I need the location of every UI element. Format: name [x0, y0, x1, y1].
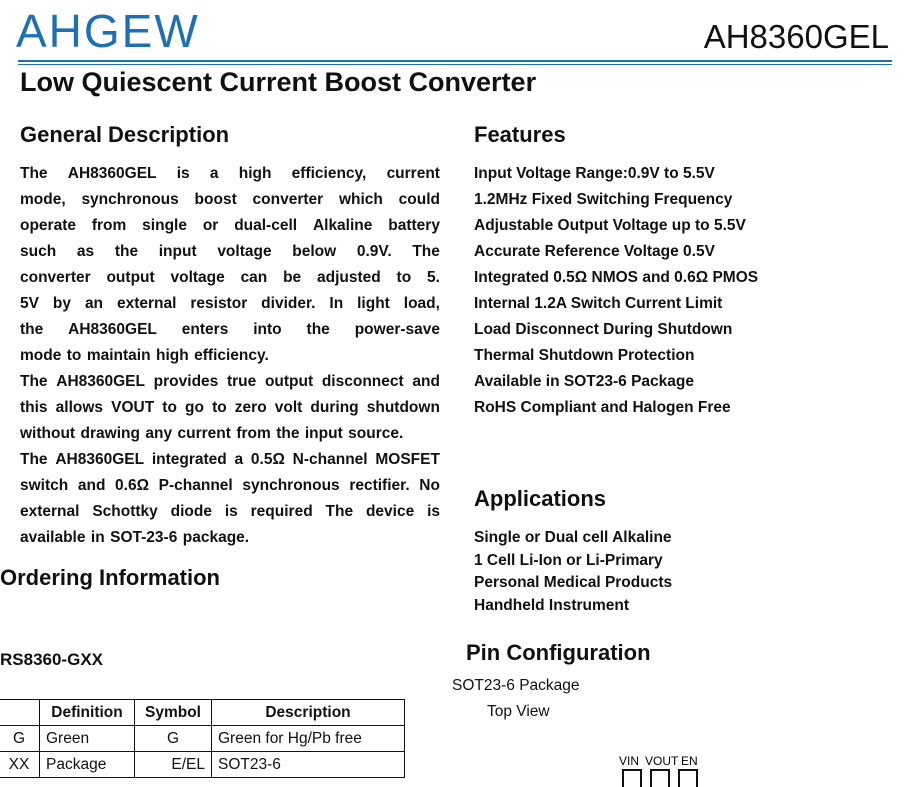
description-word: The [20, 373, 48, 390]
pin-outline-vin [623, 770, 641, 787]
description-word: Schottky [92, 503, 158, 520]
description-word: available [20, 529, 86, 546]
description-word: in [90, 529, 105, 546]
description-word: volt [274, 399, 303, 416]
description-word: load, [403, 295, 440, 312]
description-word: disconnect [321, 373, 404, 390]
description-word: the [276, 425, 300, 442]
list-item: Handheld Instrument [474, 597, 630, 615]
description-word: the [306, 321, 330, 338]
description-word: light [357, 295, 390, 312]
description-word: converter [20, 269, 91, 286]
description-word: Alkaline [312, 217, 373, 234]
description-word: true [226, 373, 257, 390]
description-line [20, 473, 440, 499]
description-word: any [145, 425, 173, 442]
description-word: maintain [86, 347, 151, 364]
description-word: efficiency, [291, 165, 367, 182]
pin-package-label: SOT23-6 Package [452, 677, 580, 694]
description-word: 5. [427, 269, 440, 286]
description-line [20, 343, 440, 369]
description-word: a [209, 165, 219, 182]
description-word: is [427, 503, 440, 520]
description-word: 0.5Ω [250, 451, 285, 468]
description-line [20, 265, 440, 291]
description-word: a [234, 451, 244, 468]
description-line [20, 525, 440, 551]
table-cell: G [135, 726, 212, 752]
description-word: N-channel [292, 451, 368, 468]
applications-heading: Applications [474, 486, 607, 511]
description-word: AH8360GEL [55, 451, 145, 468]
description-word: No [419, 477, 440, 494]
description-word: to [396, 269, 412, 286]
description-line [20, 447, 440, 473]
description-word: source. [348, 425, 404, 442]
description-word: rectifier. [349, 477, 410, 494]
description-word: operate [20, 217, 76, 234]
description-word: be [283, 269, 302, 286]
description-word: AH8360GEL [56, 373, 145, 390]
pin-label-vin: VIN [619, 754, 640, 768]
list-item: Input Voltage Range:0.9V to 5.5V [474, 165, 715, 182]
description-word: current [177, 425, 231, 442]
description-word: as [76, 243, 95, 260]
description-word: high [238, 165, 272, 182]
pin-outline-en [679, 770, 697, 787]
description-line [20, 499, 440, 525]
description-word: provides [153, 373, 219, 390]
pin-outline-vout [651, 770, 669, 787]
description-word: required [250, 503, 313, 520]
description-word: allows [55, 399, 104, 416]
table-cell: E/EL [135, 752, 212, 778]
description-word: enters [181, 321, 229, 338]
description-word: or [202, 217, 219, 234]
list-item: 1 Cell Li-Ion or Li-Primary [474, 551, 663, 569]
description-word: voltage [170, 269, 225, 286]
pin-label-en: EN [681, 754, 698, 768]
description-word: the [114, 243, 139, 260]
description-word: and [412, 373, 440, 390]
description-line [20, 369, 440, 395]
description-word: single [142, 217, 187, 234]
list-item: Available in SOT23-6 Package [474, 373, 694, 390]
description-word: The [412, 243, 440, 260]
description-word: external [116, 295, 177, 312]
description-word: could [398, 191, 440, 208]
description-word: without [20, 425, 76, 442]
ordering-information-heading: Ordering Information [0, 565, 220, 590]
description-word: synchronous [81, 191, 179, 208]
description-word: this [20, 399, 48, 416]
description-word: zero [234, 399, 267, 416]
applications-list [474, 527, 672, 618]
description-word: resistor [190, 295, 248, 312]
description-word: can [240, 269, 268, 286]
description-word: input [304, 425, 343, 442]
description-word: The [325, 503, 354, 520]
description-word: voltage [217, 243, 272, 260]
description-line [20, 239, 440, 265]
list-item: Personal Medical Products [474, 574, 673, 592]
description-word: high [155, 347, 189, 364]
description-word: 5V [20, 295, 39, 312]
description-word: divider. [261, 295, 316, 312]
pin-diagram [615, 752, 725, 787]
description-word: switch [20, 477, 69, 494]
description-word: power-save [354, 321, 440, 338]
list-item: Single or Dual cell Alkaline [474, 529, 672, 546]
description-word: into [253, 321, 282, 338]
list-item: Adjustable Output Voltage up to 5.5V [474, 217, 746, 234]
description-word: which [338, 191, 383, 208]
table-row [0, 726, 405, 752]
table-cell: Green [40, 726, 135, 752]
description-word: is [176, 165, 190, 182]
description-word: adjusted [317, 269, 381, 286]
description-word: is [224, 503, 238, 520]
list-item: Thermal Shutdown Protection [474, 347, 695, 364]
description-word: 0.6Ω [115, 477, 150, 494]
header-rule-thin [18, 64, 892, 65]
description-word: during [310, 399, 359, 416]
company-logo: AHGEW [16, 5, 200, 57]
document-title: Low Quiescent Current Boost Converter [20, 67, 537, 97]
description-word: the [20, 321, 44, 338]
description-line [20, 317, 440, 343]
list-item: Internal 1.2A Switch Current Limit [474, 295, 723, 312]
pin-configuration-heading: Pin Configuration [466, 640, 651, 665]
table-cell: Green for Hg/Pb free [212, 726, 405, 752]
table-cell: SOT23-6 [212, 752, 405, 778]
table-header-cell [0, 700, 40, 726]
description-word: In [329, 295, 344, 312]
description-word: AH8360GEL [68, 321, 157, 338]
ordering-table [0, 699, 405, 778]
list-item: 1.2MHz Fixed Switching Frequency [474, 191, 733, 208]
description-word: output [106, 269, 155, 286]
list-item: Integrated 0.5Ω NMOS and 0.6Ω PMOS [474, 269, 759, 286]
description-word: diode [170, 503, 212, 520]
table-header-row [0, 700, 405, 726]
pin-label-vout: VOUT [645, 754, 679, 768]
description-line [20, 161, 440, 187]
list-item: RoHS Compliant and Halogen Free [474, 399, 731, 416]
description-word: 0.9V. [356, 243, 392, 260]
description-word: shutdown [366, 399, 440, 416]
general-description-heading: General Description [20, 122, 230, 147]
list-item: Load Disconnect During Shutdown [474, 321, 733, 338]
description-word: to [162, 399, 177, 416]
description-word: by [52, 295, 71, 312]
description-word: The [20, 165, 48, 182]
description-word: integrated [151, 451, 227, 468]
description-word: efficiency. [194, 347, 269, 364]
description-word: drawing [80, 425, 140, 442]
description-word: to [66, 347, 82, 364]
description-word: go [185, 399, 204, 416]
pin-view-label: Top View [487, 703, 550, 720]
description-word: MOSFET [375, 451, 440, 468]
table-cell: XX [0, 752, 40, 778]
description-word: AH8360GEL [67, 165, 157, 182]
table-row [0, 752, 405, 778]
description-word: an [84, 295, 104, 312]
description-word: current [386, 165, 440, 182]
table-cell: Package [40, 752, 135, 778]
table-header-cell: Symbol [135, 700, 212, 726]
description-line [20, 213, 440, 239]
description-line [20, 291, 440, 317]
table-header-cell: Description [212, 700, 405, 726]
description-word: battery [388, 217, 440, 234]
description-word: and [77, 477, 106, 494]
description-word: boost [194, 191, 237, 208]
description-word: from [91, 217, 127, 234]
description-line [20, 187, 440, 213]
description-word: external [20, 503, 80, 520]
part-number: AH8360GEL [703, 18, 889, 55]
description-word: package. [182, 529, 250, 546]
description-word: The [20, 451, 48, 468]
table-cell: G [0, 726, 40, 752]
description-word: P-channel [158, 477, 233, 494]
description-word: mode [20, 347, 62, 364]
description-word: below [292, 243, 337, 260]
description-word: output [264, 373, 314, 390]
description-line [20, 395, 440, 421]
description-word: mode, [20, 191, 66, 208]
description-word: VOUT [111, 399, 155, 416]
features-list [474, 161, 758, 421]
list-item: Accurate Reference Voltage 0.5V [474, 243, 715, 260]
description-word: to [212, 399, 227, 416]
description-word: input [158, 243, 197, 260]
description-word: such [20, 243, 57, 260]
description-line [20, 421, 440, 447]
description-word: SOT-23-6 [110, 529, 178, 546]
general-description-text [20, 161, 440, 551]
description-word: device [365, 503, 415, 520]
description-word: from [236, 425, 271, 442]
description-word: synchronous [242, 477, 340, 494]
table-header-cell: Definition [40, 700, 135, 726]
description-word: converter [252, 191, 324, 208]
ordering-code: RS8360-GXX [0, 650, 103, 669]
features-heading: Features [474, 122, 566, 147]
description-word: dual-cell [234, 217, 298, 234]
header-rule [18, 60, 892, 62]
